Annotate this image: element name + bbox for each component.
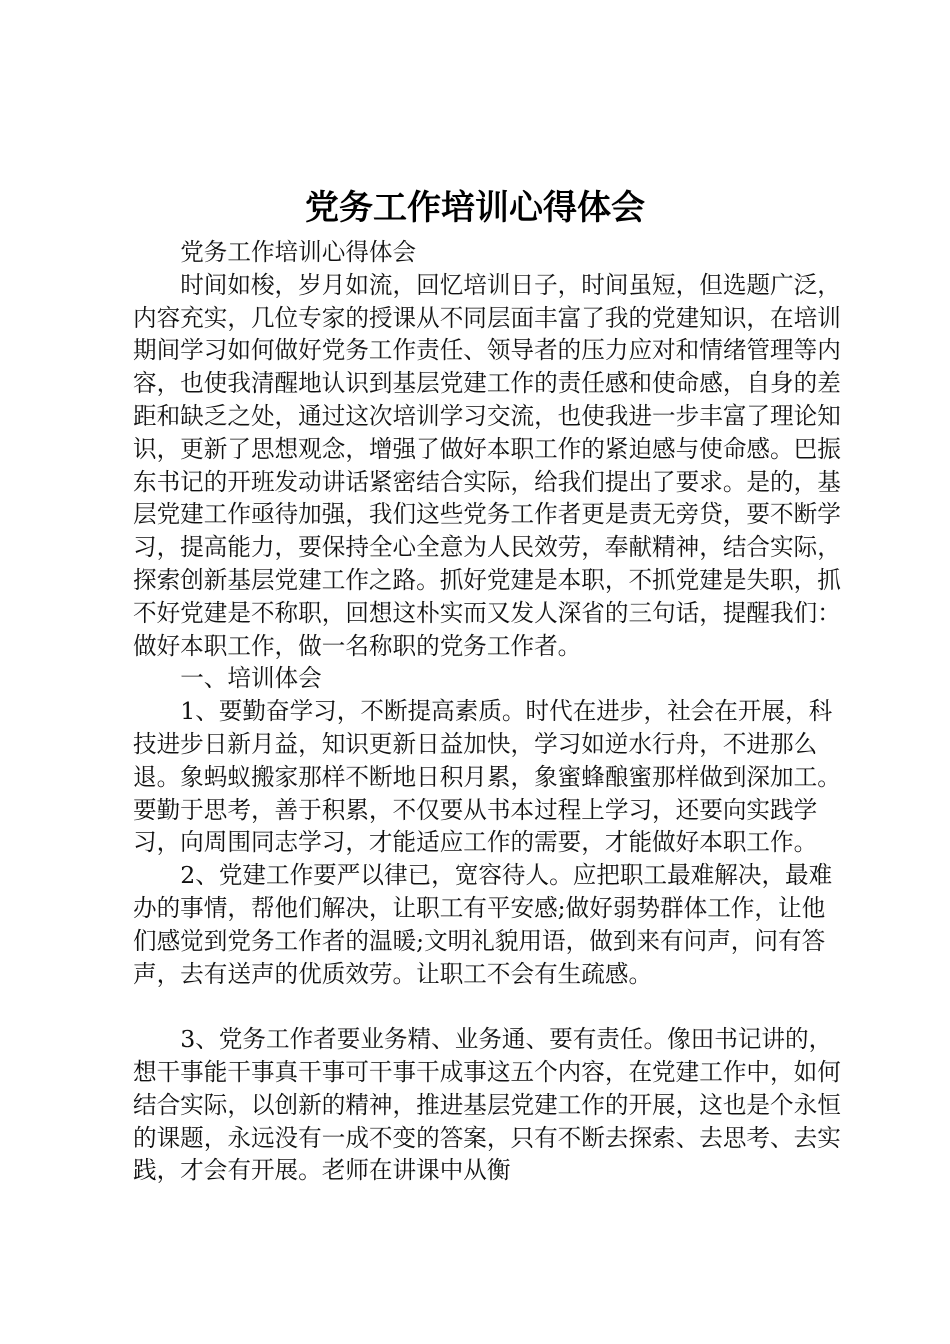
- section-heading: 一、培训体会: [180, 664, 322, 693]
- paragraph-point-3: 3、党务工作者要业务精、业务通、要有责任。像田书记讲的，想干事能干事真干事可干事干成事这五个内容，在党建工作中，如何结合实际，以创新的精神，推进基层党建工作的开展，这也是个永恒的课题，永远没有一成不变的答案，只有不断去探索、去思考、去实践，才会有开展。老师在讲课中从衡: [133, 1025, 841, 1185]
- document-title: 党务工作培训心得体会: [305, 188, 645, 228]
- paragraph-spacer: [133, 990, 845, 1023]
- paragraph-intro: 时间如梭，岁月如流，回忆培训日子，时间虽短，但选题广泛，内容充实，几位专家的授课从不同层面丰富了我的党建知识，在培训期间学习如何做好党务工作责任、领导者的压力应对和情绪管理等内容，也使我清醒地认识到基层党建工作的责任感和使命感，自身的差距和缺乏之处，通过这次培训学习交流，也使我进一步丰富了理论知识，更新了思想观念，增强了做好本职工作的紧迫感与使命感。巴振东书记的开班发动讲话紧密结合实际，给我们提出了要求。是的，基层党建工作亟待加强，我们这些党务工作者更是责无旁贷，要不断学习，提高能力，要保持全心全意为人民效劳，奉献精神，结合实际，探索创新基层党建工作之路。抓好党建是本职，不抓党建是失职，抓不好党建是不称职，回想这朴实而又发人深省的三句话，提醒我们：做好本职工作，做一名称职的党务工作者。: [133, 270, 841, 660]
- document-body: [133, 236, 845, 1187]
- paragraph-point-2: 2、党建工作要严以律已，宽容待人。应把职工最难解决，最难办的事情，帮他们解决，让职工有平安感;做好弱势群体工作，让他们感觉到党务工作者的温暖;文明礼貌用语，做到来有问声，问有答声，去有送声的优质效劳。让职工不会有生疏感。: [133, 861, 833, 988]
- paragraph-point-1: 1、要勤奋学习，不断提高素质。时代在进步，社会在开展，科技进步日新月益，知识更新日益加快，学习如逆水行舟，不进那么退。象蚂蚁搬家那样不断地日积月累，象蜜蜂酿蜜那样做到深加工。要勤于思考，善于积累，不仅要从书本过程上学习，还要向实践学习，向周围同志学习，才能适应工作的需要，才能做好本职工作。: [133, 697, 841, 857]
- paragraph-subtitle: 党务工作培训心得体会: [180, 238, 417, 266]
